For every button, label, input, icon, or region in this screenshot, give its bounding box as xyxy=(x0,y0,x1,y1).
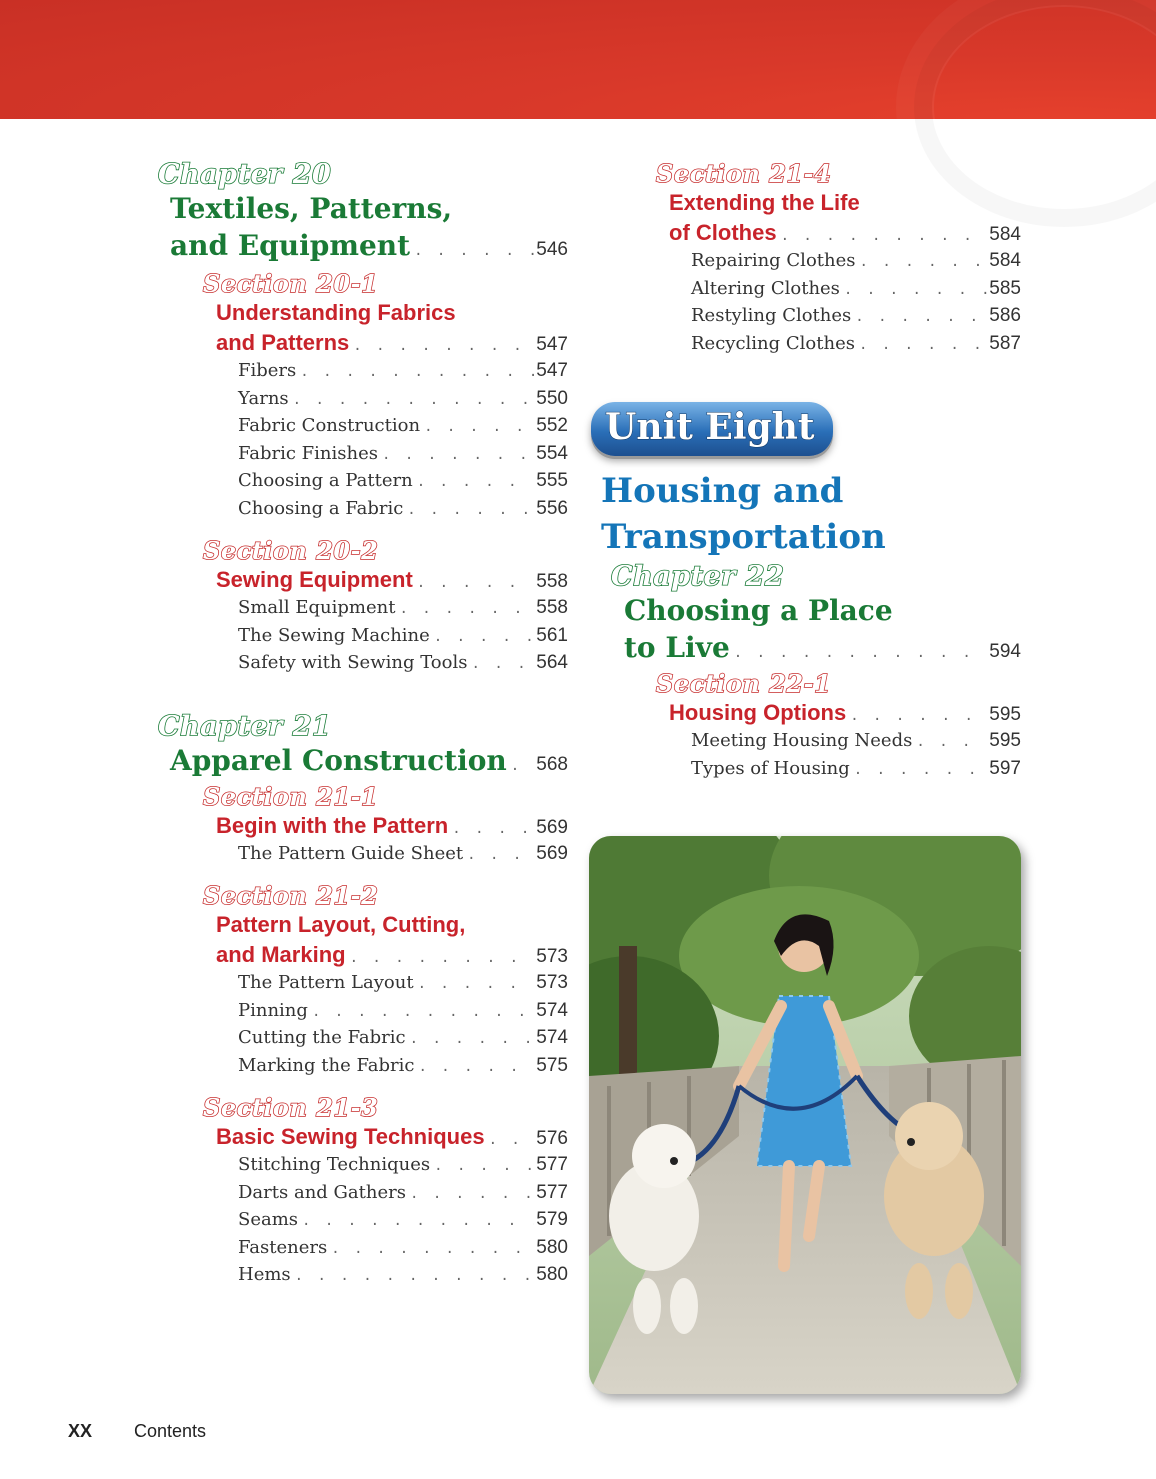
section-title-row[interactable] xyxy=(216,565,568,595)
leader-dots xyxy=(418,971,535,998)
chapter-title-row[interactable] xyxy=(170,742,568,779)
topic-row[interactable] xyxy=(238,1180,568,1208)
topic-row[interactable] xyxy=(238,441,568,469)
page-number: 575 xyxy=(536,1054,568,1076)
topic-row[interactable] xyxy=(691,276,1021,304)
chapter-title-line2[interactable]: to Live xyxy=(624,631,730,664)
topic-title[interactable]: Marking the Fabric xyxy=(238,1054,415,1076)
section-20-1 xyxy=(158,270,568,523)
topic-title[interactable]: Choosing a Fabric xyxy=(238,497,404,519)
page-number: 561 xyxy=(536,624,568,646)
leader-dots xyxy=(854,757,988,784)
leader-dots xyxy=(734,645,988,661)
topic-title[interactable]: Fabric Construction xyxy=(238,415,421,436)
section-21-2 xyxy=(158,882,568,1080)
topic-row[interactable] xyxy=(238,358,568,386)
leader-dots xyxy=(467,842,534,869)
page-number: 594 xyxy=(989,641,1021,662)
page-number: 569 xyxy=(536,842,568,864)
leader-dots xyxy=(410,1026,535,1053)
page-number: 573 xyxy=(536,946,568,967)
leader-dots xyxy=(407,497,534,524)
leader-dots xyxy=(417,575,535,591)
leader-dots xyxy=(399,596,534,623)
leader-dots xyxy=(417,469,535,496)
section-label: Section 22-1 xyxy=(656,669,832,698)
chapter-22 xyxy=(593,562,1021,783)
section-title-row[interactable] xyxy=(216,1122,568,1152)
section-label: Section 20-1 xyxy=(203,269,379,298)
section-title[interactable]: Sewing Equipment xyxy=(216,567,413,592)
topic-row[interactable] xyxy=(238,998,568,1026)
leader-dots xyxy=(300,359,534,386)
topic-title[interactable]: Choosing a Pattern xyxy=(238,470,413,491)
page-number: 587 xyxy=(989,332,1021,354)
chapter-title-line2[interactable]: and Equipment xyxy=(170,229,411,262)
section-22-1 xyxy=(593,670,1021,783)
section-21-1 xyxy=(158,783,568,869)
topic-row[interactable] xyxy=(238,1025,568,1053)
topic-row[interactable] xyxy=(238,650,568,678)
photo-illustration xyxy=(589,836,1021,1394)
section-label: Section 20-2 xyxy=(203,536,379,565)
topic-title[interactable]: Recycling Clothes xyxy=(691,332,855,354)
topic-title[interactable]: Small Equipment xyxy=(238,597,396,618)
section-20-2 xyxy=(158,537,568,678)
topic-row[interactable] xyxy=(691,248,1021,276)
leader-dots xyxy=(859,332,987,359)
page-number: 595 xyxy=(989,704,1021,725)
topic-row[interactable] xyxy=(691,756,1021,784)
topic-row[interactable] xyxy=(238,1262,568,1290)
page-number: 573 xyxy=(536,972,568,993)
topic-row[interactable] xyxy=(238,1207,568,1235)
leader-dots xyxy=(434,624,535,651)
top-banner xyxy=(0,0,1156,119)
section-title[interactable]: Begin with the Pattern xyxy=(216,812,449,838)
topic-title[interactable]: The Pattern Guide Sheet xyxy=(238,842,464,864)
section-label: Section 21-4 xyxy=(656,159,832,188)
section-title-row[interactable] xyxy=(216,811,568,841)
page-number: 558 xyxy=(536,571,568,592)
leader-dots xyxy=(489,1132,535,1148)
page-number: 584 xyxy=(989,224,1021,245)
section-21-4 xyxy=(593,160,1021,358)
toc-left-column xyxy=(158,160,568,1290)
topic-title[interactable]: The Sewing Machine xyxy=(238,624,430,646)
leader-dots xyxy=(471,651,534,678)
topic-row[interactable] xyxy=(238,496,568,524)
section-title-row[interactable] xyxy=(216,328,568,358)
page-number: 564 xyxy=(536,652,568,673)
page-number: 556 xyxy=(536,497,568,519)
section-title-line2[interactable]: and Marking xyxy=(216,942,346,967)
chapter-title-line1[interactable]: Choosing a Place xyxy=(624,594,893,627)
section-title-line2[interactable]: of Clothes xyxy=(669,220,777,245)
topic-title[interactable]: Cutting the Fabric xyxy=(238,1027,406,1048)
unit-title-line1: Housing and xyxy=(601,471,844,511)
topic-row[interactable] xyxy=(238,841,568,869)
leader-dots xyxy=(781,228,988,244)
topic-title[interactable]: The Pattern Layout xyxy=(238,972,414,993)
section-title-line2[interactable]: and Patterns xyxy=(216,330,350,355)
page-number: 579 xyxy=(536,1209,568,1230)
topic-title[interactable]: Darts and Gathers xyxy=(238,1181,406,1203)
section-title-row[interactable] xyxy=(669,218,1021,248)
chapter-label: Chapter 21 xyxy=(158,710,332,742)
page-number: 554 xyxy=(536,442,568,464)
section-title-line1[interactable]: Extending the Life xyxy=(669,190,860,215)
page-number: 586 xyxy=(989,305,1021,326)
footer-page-number: XX xyxy=(68,1421,93,1441)
topic-title[interactable]: Seams xyxy=(238,1209,299,1230)
footer-label: Contents xyxy=(134,1421,207,1441)
section-label: Section 21-1 xyxy=(203,781,379,811)
leader-dots xyxy=(350,950,535,966)
topic-title[interactable]: Stitching Techniques xyxy=(238,1154,431,1175)
leader-dots xyxy=(302,1208,534,1235)
leader-dots xyxy=(382,442,534,469)
leader-dots xyxy=(860,249,988,276)
page-number: 595 xyxy=(989,730,1021,751)
photo-woman-walking-poodles xyxy=(589,836,1021,1394)
page-number: 558 xyxy=(536,597,568,618)
section-label: Section 21-2 xyxy=(203,881,379,910)
leader-dots xyxy=(418,1054,534,1081)
topic-row[interactable] xyxy=(238,1152,568,1180)
topic-row[interactable] xyxy=(238,595,568,623)
topic-row[interactable] xyxy=(238,413,568,441)
toc-right-column xyxy=(593,160,1021,783)
leader-dots xyxy=(295,1263,535,1290)
unit-eight xyxy=(593,402,1021,560)
chapter-21 xyxy=(158,712,568,1290)
section-title[interactable]: Housing Options xyxy=(669,700,847,725)
topic-title[interactable]: Altering Clothes xyxy=(691,277,840,299)
topic-title[interactable]: Types of Housing xyxy=(691,757,850,779)
leader-dots xyxy=(293,387,535,414)
page-number: 576 xyxy=(536,1128,568,1149)
page-number: 597 xyxy=(989,757,1021,779)
topic-row[interactable] xyxy=(238,468,568,496)
page-number: 584 xyxy=(989,250,1021,271)
topic-title[interactable]: Repairing Clothes xyxy=(691,250,856,271)
page-number: 580 xyxy=(536,1236,568,1258)
section-label: Section 21-3 xyxy=(203,1093,379,1122)
section-21-3 xyxy=(158,1094,568,1290)
leader-dots xyxy=(414,243,534,259)
leader-dots xyxy=(331,1236,534,1263)
topic-row[interactable] xyxy=(691,303,1021,331)
chapter-title[interactable]: Apparel Construction xyxy=(170,743,507,777)
leader-dots xyxy=(452,821,534,837)
leader-dots xyxy=(844,277,987,304)
leader-dots xyxy=(312,999,534,1026)
page-number: 569 xyxy=(536,816,568,838)
leader-dots xyxy=(424,414,534,441)
page-number: 546 xyxy=(536,239,568,260)
chapter-label: Chapter 20 xyxy=(158,159,332,190)
leader-dots xyxy=(353,338,534,354)
unit-badge: Unit Eight xyxy=(591,402,833,456)
leader-dots xyxy=(434,1153,534,1180)
topic-row[interactable] xyxy=(691,728,1021,756)
section-title-row[interactable] xyxy=(216,940,568,970)
page-number: 577 xyxy=(536,1154,568,1175)
page-number: 568 xyxy=(536,753,568,775)
chapter-title-line1[interactable]: Textiles, Patterns, xyxy=(170,192,453,225)
topic-row[interactable] xyxy=(238,1053,568,1081)
leader-dots xyxy=(850,708,987,724)
leader-dots xyxy=(916,729,987,756)
page-number: 552 xyxy=(536,415,568,436)
section-title-line1[interactable]: Understanding Fabrics xyxy=(216,300,456,325)
topic-title[interactable]: Yarns xyxy=(238,387,289,409)
page-number: 547 xyxy=(536,334,568,355)
page-number: 585 xyxy=(989,277,1021,299)
topic-row[interactable] xyxy=(238,386,568,414)
leader-dots xyxy=(410,1181,534,1208)
section-title[interactable]: Basic Sewing Techniques xyxy=(216,1124,485,1149)
chapter-title-row[interactable] xyxy=(170,227,568,264)
topic-title[interactable]: Hems xyxy=(238,1264,291,1285)
topic-title[interactable]: Fibers xyxy=(238,360,297,381)
leader-dots xyxy=(511,758,535,774)
topic-row[interactable] xyxy=(238,623,568,651)
topic-title[interactable]: Safety with Sewing Tools xyxy=(238,652,468,673)
topic-title[interactable]: Fasteners xyxy=(238,1236,328,1258)
page-number: 577 xyxy=(536,1181,568,1203)
page-number: 555 xyxy=(536,470,568,491)
page-number: 580 xyxy=(536,1264,568,1285)
chapter-20 xyxy=(158,160,568,678)
page-number: 550 xyxy=(536,387,568,409)
topic-row[interactable] xyxy=(238,970,568,998)
topic-title[interactable]: Fabric Finishes xyxy=(238,442,379,464)
topic-row[interactable] xyxy=(238,1235,568,1263)
page-number: 574 xyxy=(536,1027,568,1048)
section-title-row[interactable] xyxy=(669,698,1021,728)
page-footer xyxy=(68,1421,206,1442)
chapter-title-row[interactable] xyxy=(624,629,1021,666)
topic-title[interactable]: Meeting Housing Needs xyxy=(691,730,913,751)
topic-title[interactable]: Pinning xyxy=(238,999,308,1021)
topic-row[interactable] xyxy=(691,331,1021,359)
topic-title[interactable]: Restyling Clothes xyxy=(691,305,852,326)
unit-title-line2: Transportation xyxy=(601,517,886,557)
page-number: 574 xyxy=(536,999,568,1021)
chapter-label: Chapter 22 xyxy=(611,561,785,592)
section-title-line1[interactable]: Pattern Layout, Cutting, xyxy=(216,912,466,937)
leader-dots xyxy=(855,304,987,331)
page-number: 547 xyxy=(536,360,568,381)
